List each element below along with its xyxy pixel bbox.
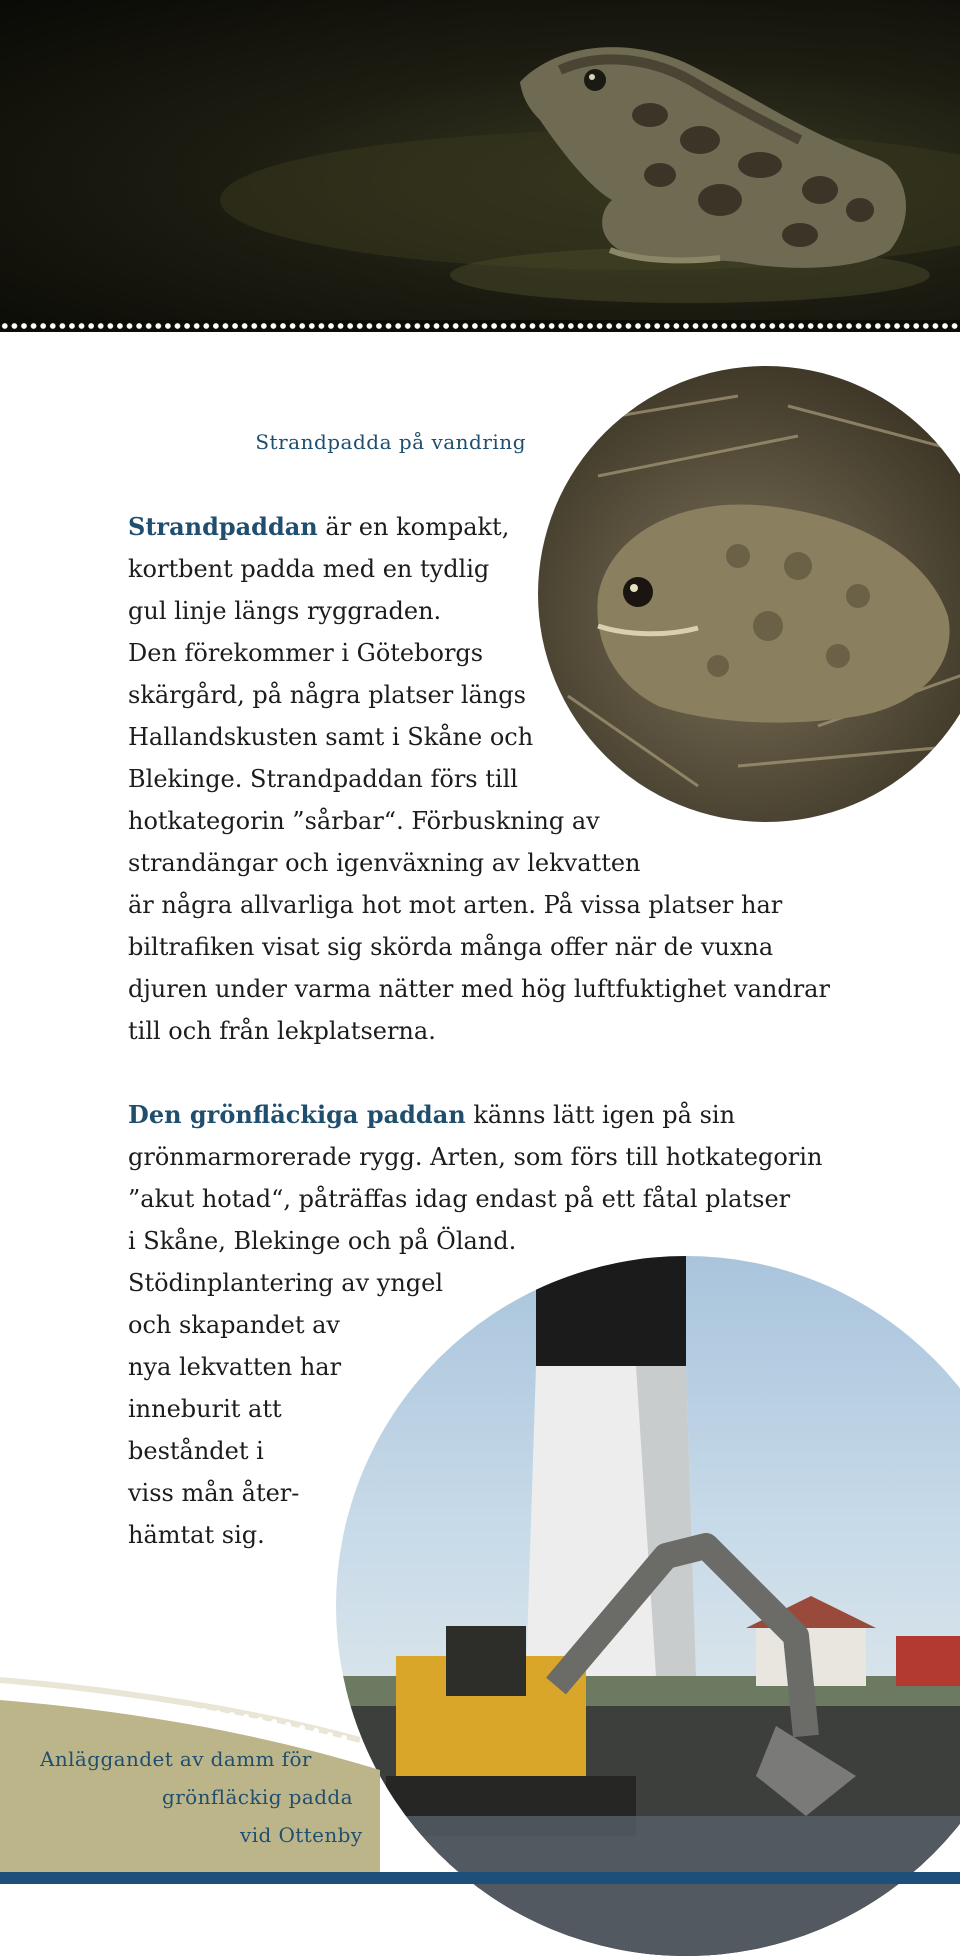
paragraph-line: kortbent padda med en tydlig xyxy=(128,555,490,583)
paragraph-line: biltrafiken visat sig skörda många offer när de vuxna xyxy=(128,933,774,961)
paragraph-line: grönmarmorerade rygg. Arten, som förs till hotkategorin xyxy=(128,1143,823,1171)
paragraph-line: Hallandskusten samt i Skåne och xyxy=(128,723,534,751)
bottom-blue-bar xyxy=(0,1872,960,1884)
caption-line: vid Ottenby xyxy=(240,1823,363,1847)
paragraph-line: Stödinplantering av yngel xyxy=(128,1269,444,1297)
photo-caption-bottom xyxy=(40,1740,363,1854)
paragraph-line: Den förekommer i Göteborgs xyxy=(128,639,484,667)
paragraph-line: är några allvarliga hot mot arten. På vissa platser har xyxy=(128,891,783,919)
photo-caption-top: Strandpadda på vandring xyxy=(255,430,526,454)
paragraph-line: ”akut hotad“, påträffas idag endast på ett fåtal platser xyxy=(128,1185,791,1213)
paragraph-line: strandängar och igenväxning av lekvatten xyxy=(128,849,641,877)
caption-line: grönfläckig padda xyxy=(162,1785,353,1809)
paragraph-line: till och från lekplatserna. xyxy=(128,1017,436,1045)
paragraph-line: gul linje längs ryggraden. xyxy=(128,597,442,625)
hero-toad-photo xyxy=(0,0,960,326)
first-line-text: känns lätt igen på sin xyxy=(465,1101,736,1129)
paragraph-line xyxy=(128,506,848,548)
paragraph-line: Blekinge. Strandpaddan förs till xyxy=(128,765,518,793)
paragraph-line: hämtat sig. xyxy=(128,1521,265,1549)
paragraph-line: inneburit att xyxy=(128,1395,282,1423)
paragraph-line: beståndet i xyxy=(128,1437,264,1465)
paragraph-line: skärgård, på några platser längs xyxy=(128,681,526,709)
paragraph-strandpadda xyxy=(128,506,848,1052)
lead-term: Den grönfläckiga paddan xyxy=(128,1100,466,1129)
paragraph-gronflackig-padda xyxy=(128,1094,848,1556)
paragraph-line xyxy=(128,1094,848,1136)
paragraph-line: nya lekvatten har xyxy=(128,1353,342,1381)
paragraph-line: hotkategorin ”sårbar“. Förbuskning av xyxy=(128,807,600,835)
paragraph-line: djuren under varma nätter med hög luftfuktighet vandrar xyxy=(128,975,830,1003)
paragraph-line: och skapandet av xyxy=(128,1311,340,1339)
dotted-divider xyxy=(0,320,960,332)
paragraph-line: i Skåne, Blekinge och på Öland. xyxy=(128,1227,517,1255)
paragraph-line: viss mån åter- xyxy=(128,1479,300,1507)
lead-term: Strandpaddan xyxy=(128,512,318,541)
first-line-text: är en kompakt, xyxy=(317,513,510,541)
caption-line: Anläggandet av damm för xyxy=(40,1747,312,1771)
